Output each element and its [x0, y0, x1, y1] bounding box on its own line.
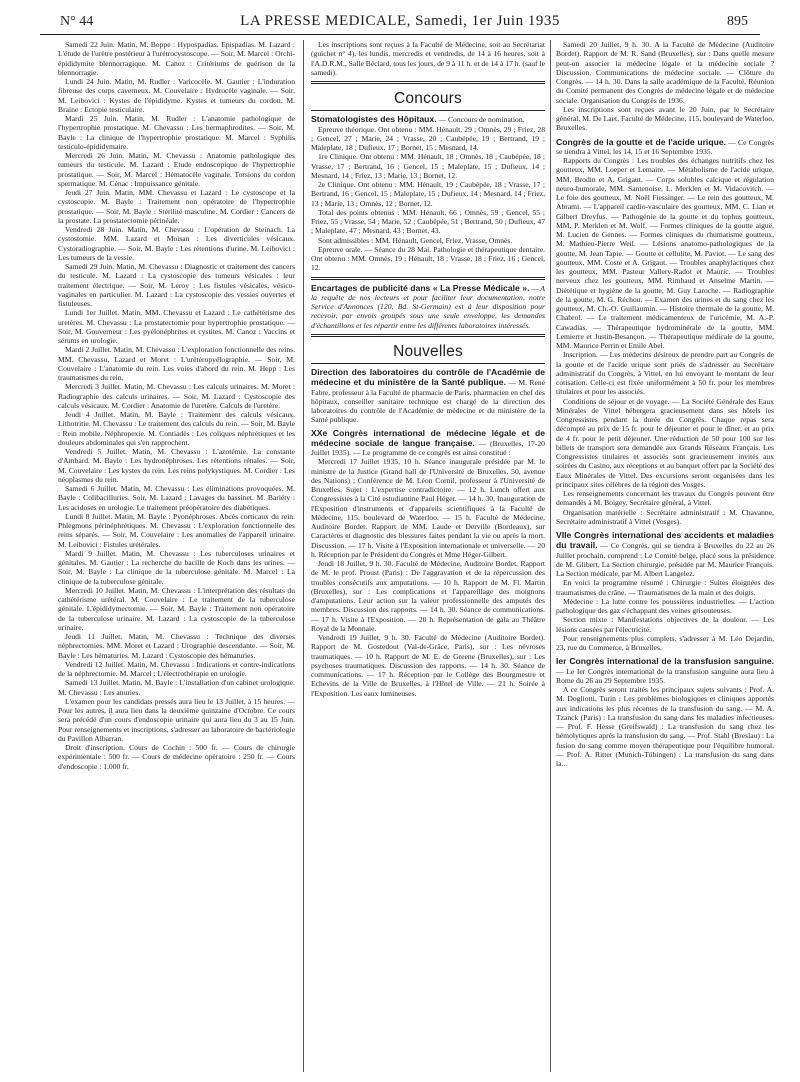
schedule-paragraph: Mardi 9 Juillet. Matin, M. Chevassu : Les tuberculoses urinaires et génitales. M. Gautier : La recherche du bacille de Koch dans les urines. — Soir, M. Bayle : La clinique de la tuberculose génitale. M. Marcel : La clinique de la tuberculose génitale. [58, 548, 295, 586]
goutte-paragraph: Les renseignements concernant les travaux du Congrès peuvent être demandés à M. Boigey, Secrétaire général, à Vittel. [556, 489, 774, 508]
goutte-paragraph: Rapports du Congrès : Les troubles des échanges nutritifs chez les goutteux, MM. Loeper et Lemaire. — Métabolisme de l'acide urique, MM. Brodin et A. Grigaut. — Corps solubles calcique et régulation neuro-humorale, MM. Santenoise, L. Merklen et M. Vidacovitch. — Le foie des goutteux, M. Noël Fiessinger. — Le rein des goutteux, M. Abrami. — L'appareil cardio-vasculaire des goutteux, MM. C. Lian et Gilbert Dreyfus. — Pathogénie de la goutte et du tophus goutteux, MM. P. Merklen et M. Wolf. — Formes cliniques de la goutte aiguë, M. Lucien de Gennes. — Formes cliniques du rhumatisme goutteux, M. Mathieu-Pierre Weil. — Lésions anatomo-pathologiques de la goutte, M. Jean Tapie. — Goutte et cellulite, M. Paviot. — Le sang des goutteux, MM. Coste et A. Grigaut. — Troubles anaphylactiques chez les goutteux, MM. Pasteur Vallery-Radot et Mauric. — Troubles nerveux chez les goutteux, MM. Rimbaud et Anselme Martin. — Diététique et hygiène de la goutte, M. Guy Laroche. — Radiographie de la goutte, M. G. Réchou. — Examen des urines et du sang chez les goutteux, M. Ch.-O. Guillaumin. — Histoire thermale de la goutte, M. Chabrol. — Le traitement médicamenteux de l'uricémie, M. A.-P. Cawadias. — Thérapeutique hydrominérale de la goutte, MM. Lemierre et Justin-Besançon. — Thérapeutique médicale de la goutte, MM. Maurice Perrin et Emile Abel. [556, 156, 774, 350]
column-divider-1 [303, 40, 304, 1072]
accidents-lead: — Ce Congrès, qui se tiendra à Bruxelles du 22 au 26 Juillet prochain, comprend : Le Comité belge, placé sous la présidence de M. Glibert, La Section chirurgie, présidée par M. Maurice François. La Section médicale, par M. Albert Langelez. [556, 541, 774, 578]
congres-paragraph: Mercredi 17 Juillet 1935, 10 h. Séance inaugurale présidée par M. le ministre de la Justice (Grand hall de l'Université de Bruxelles, 50, avenue des Nations) ; Conférence de M. Léon Cornil, professeur à l'Université de Bruxelles. Sujet : L'expertise contradictoire. — 12 h. Lunch offert aux Congressistes à la Cité estudiantine Paul Héger. — 14 h. 30, Inauguration de l'Exposition d'instruments et d'appareils scientifiques à la Faculté de Médecine, 115, boulevard de Waterloo. — 15 h. Faculté de Médecine, Auditoire Bordet. Rapport de MM. Laude et Derville (Bordeaux), sur Caractères et diagnostic des blessures faites pendant la vie ou après la mort. Discussion. — 17 h. Visite à l'Exposition internationale et universelle. — 20 h. Réception par le Président du Congrès et Mme Héger-Gilbert. [311, 457, 545, 559]
ad-body: — A la requête de nos lecteurs et pour faciliter leur documentation, notre Service d'Annonces (120, Bd. St-Germain) est à leur disposition pour recevoir, par envois groupés sous une seule enveloppe, les demandes d'échantillons et les répartir entre les différents laboratoires intéressés. [311, 283, 545, 330]
section-rule [311, 81, 545, 84]
goutte-lead: — Ce Congrès se tiendra à Vittel, les 14, 15 et 16 Septembre 1935. [556, 137, 774, 156]
goutte-paragraph: Inscription. — Les médecins désireux de prendre part au Congrès de la goutte et de l'acide urique sont priés de s'adresser au Secrétaire administratif du Congrès, à Vittel, en lui envoyant le montant de leur cotisation. Celle-ci est fixée uniformément à 50 fr. pour les membres titulaires et pour les associés. [556, 350, 774, 397]
schedule-paragraph: Samedi 22 Juin. Matin, M. Boppe : Hypospadias. Epispadias. M. Lazard : L'étude de l'urètre postérieur à l'urétrocystoscope. — Soir, M. Marcel : Orchi-épididymite blennorragique. M. Canoz : Critériums de guérison de la blennorragie. [58, 40, 295, 77]
congres-paragraph: Les inscriptions sont reçues avant le 20 Juin, par le Secrétaire général, M. De Laet, Faculté de Médecine, 115, boulevard de Waterloo, Bruxelles. [556, 104, 774, 133]
schedule-paragraph: Mercredi 3 Juillet. Matin, M. Chevassu : Les calculs urinaires. M. Moret : Radiographie des calculs urinaires. — Soir, M. Lazard : Cystoscopie des calculs vésicaux. M. Cordier : Anatomie de l'uretère. Calculs de l'uretère. [58, 382, 295, 410]
schedule-paragraph: Lundi 1er Juillet. Matin, MM. Chevassu et Lazard : Le cathétérisme des uretères. M. Chevassu : La prostatectomie pour hypertrophie prostatique. — Soir, M. Gouverneur : Les pyélonéphrites et cystites. M. Canoz : Vaccins et sérums en urologie. [58, 308, 295, 345]
accidents-paragraph: Médecine : La lutte contre les poussières industrielles. — L'action pathologique des gaz s'échappant des veines grisouteuses. [556, 596, 774, 615]
section-rule [311, 277, 545, 280]
page-number: 895 [727, 14, 748, 29]
schedule-paragraph: Jeudi 11 Juillet. Matin, M. Chevassu : Technique des diverses néphrectomies. MM. Moret et Lazard : Urographie descendante. — Soir, M. Bayle : Les hématuries. M. Lazard : Cystoscopie des hématuries. [58, 632, 295, 660]
column-left [58, 40, 295, 1072]
concours-title: Concours [394, 90, 462, 107]
column-middle [311, 40, 545, 1072]
schedule-paragraph: Vendredi 28 Juin. Matin, M. Chevassu : L'opération de Steinach. La cystostomie. MM. Lazard et Moisan : Les diverticules vésicaux. Cystoradiographie. — Soir, M. Bayle : Les rétentions d'urine. M. Leibovici : Les tumeurs de la vessie. [58, 225, 295, 262]
results-paragraph: Sont admissibles : MM. Hénault, Gencel, Friez, Vrasse, Omnès. [318, 235, 513, 245]
schedule-paragraph: Samedi 29 Juin. Matin, M. Chevassu : Diagnostic et traitement des cancers du testicule. M. Lazard : La cystoscopie des tumeurs vésicales : leur traitement électrique. — Soir, M. Leroy : Les fistules vésicales, vésico-vaginales en particulier. M. Lazard : La cystoscopie des vessies ouvertes et fistuleuses. [58, 262, 295, 308]
ad-title: Encartages de publicité dans « La Presse Médicale ». [311, 282, 530, 293]
goutte-heading: Congrès de la goutte et de l'acide urique. [556, 136, 726, 147]
column-divider-2 [550, 40, 551, 1072]
results-paragraph: Epreuve orale. — Séance du 28 Mai. Pathologie et thérapeutique dentaire. Ont obtenu : MM. Omnès, 19 ; Hénault, 18 ; Vrasse, 18 ; Friez, 16 ; Gencel, 12. [311, 244, 545, 273]
transfusion-heading: Ier Congrès international de la transfusion sanguine. [556, 656, 774, 667]
stomato-lead: — Concours de nomination. [436, 115, 525, 125]
exam-paragraph: L'examen pour les candidats pressés aura lieu le 13 Juillet, à 15 heures. — Pour les autres, il aura lieu dans la deuxième quinzaine d'Octobre. Ce cours sera précédé d'un cours d'endoscopie urinaire qui aura lieu du 3 au 15 Juin. Pour renseignements et inscriptions, s'adresser au laboratoire de bactériologie du Pavillon Albarran. [58, 696, 295, 743]
schedule-paragraph: Jeudi 27 Juin. Matin, MM. Chevassu et Lazard : Le cystoscope et la cystoscopie. M. Bayle : Traitement non opératoire de l'hypertrophie prostatique. — Soir, M. Bayle : Stérilité masculine. M. Cordier : Cancers de la prostate. La prostatectomie périnéale. [58, 188, 295, 225]
results-paragraph: 2e Clinique. Ont obtenu : MM. Hénault, 19 ; Caubépée, 18 ; Vrasse, 17 ; Bertrand, 16 ; Gencel, 15 ; Maleplate, 15 ; Dufieux, 14 ; Mesnard, 14 ; Friez, 13 ; Marie, 13 ; Omnès, 12 ; Bornet, 12. [311, 180, 545, 208]
results-paragraph: 1re Clinique. Ont obtenu : MM. Hénault, 18 ; Omnès, 18 ; Caubépée, 18 ; Vrasse, 17 ; Bertrand, 16 ; Gencel, 15 ; Maleplate, 15 ; Dufieux, 14 ; Mesnard, 14 ; Friez, 13 ; Marie, 13 ; Bornet, 12. [311, 152, 545, 180]
schedule-paragraph: Vendredi 12 Juillet. Matin, M. Chevassu : Indications et contre-indications de la néphrectomie. M. Marcel : L'électrothérapie en urologie. [58, 659, 295, 678]
column-right [556, 40, 774, 1072]
inscriptions-paragraph: Les inscriptions sont reçues à la Faculté de Médecine, soit au Secrétariat (guichet n° 4), les lundis, mercredis et vendredis, de 14 à 16 heures, soit à l'A.D.R.M., Salle Béclard, tous les jours, de 9 à 11 h. et de 14 à 17 h. (sauf le samedi). [311, 40, 545, 77]
accidents-paragraph: Pour renseignements plus complets, s'adresser à M. Léo Dejardin, 23, rue du Commerce, à Bruxelles. [556, 633, 774, 652]
section-rule [311, 110, 545, 111]
congres-paragraph: Samedi 20 Juillet, 9 h. 30. A la Faculté de Médecine (Auditoire Bordet). Rapport de M. R. Sand (Bruxelles), sur : Dans quelle mesure peut-on associer la médecine légale et la médecine sociale ? Discussion. Communications de médecine sociale. — Clôture du Congrès. — 14 h. 30. Dans la salle académique de la Faculté, Réunion du Comité permanent des Congrès de médecine légale et de médecine sociale. Organisation du Congrès de 1936. [556, 40, 774, 105]
fees-paragraph: Droit d'inscription. Cours de Cochin : 500 fr. — Cours de chirurgie expérimentale : 500 fr. — Cours de médecine opératoire : 250 fr. — Cours d'endoscopie : 1.000 fr. [58, 743, 295, 771]
schedule-paragraph: Mercredi 10 Juillet. Matin, M. Chevassu : L'interprétation des résultats du cathétérisme urétéral. M. Couvelaire : Le traitement de la tuberculose génitale. L'épididymectomie. — Soir, M. Bayle : Traitement non opératoire de la tuberculose urinaire. M. Lazard : La cystoscopie de la tuberculose urinaire. [58, 585, 295, 632]
schedule-paragraph: Lundi 8 Juillet. Matin, M. Bayle : Pyonéphroses. Abcès corticaux du rein. Phlegmons périnéphrétiques. M. Chevassu : L'exploration fonctionnelle des reins séparés. — Soir, M. Couvelaire : Les anomalies de l'appareil urinaire. M. Leibovici : Fistules urétérales. [58, 511, 295, 549]
accidents-paragraph: En voici la programme résumé : Chirurgie : Suites éloignées des traumatismes du crâne. — Traumatismes de la main et des doigts. [556, 578, 774, 597]
nouvelles-title: Nouvelles [393, 342, 463, 360]
schedule-paragraph: Samedi 6 Juillet. Matin, M. Chevassu : Les éliminations provoquées. M. Bayle : Colibacilluries. Soir, M. Lazard : Lavages du bassinet. M. Bariéty : Les acidoses en urologie. Le traitement préopératoire des diabétiques. [58, 484, 295, 512]
accidents-heading: VIIe Congrès international des accidents et maladies du travail. [556, 530, 774, 551]
congres-paragraph: Jeudi 18 Juillet, 9 h. 30. Faculté de Médecine, Auditoire Bordet. Rapport de M. le prof. Proust (Paris) : De l'aggravation et de la répercussion des troubles consécutifs aux amputations. — 10 h. Rapport de M. Fl. Martin (Bruxelles), sur : Les complications et l'appareillage des moignons d'amputations. Leur action sur la valeur professionnelle des amputés des membres. Discussion des rapports. — 14 h. 30. Séance de communications. — 17 h. Visite à l'Exposition. — 20 h. Représentation de gala au Théâtre Royal de la Monnaie. [311, 559, 545, 633]
direction-heading: Direction des laboratoires du contrôle de l'Académie de médecine et du ministère de la Santé publique. [311, 367, 545, 388]
transfusion-paragraph: A ce Congrès seront traités les principaux sujets suivants : Prof. A. M. Dogliotti, Turin : Les problèmes biologiques et cliniques apportés aux indications les plus récentes de la transfusion du sang. — M. A. Tzanck (Paris) : La transfusion du sang dans les maladies infectieuses. — Prof. F. Hesse (Greifswald) : La transfusion du sang chez les hémolytiques après la transfusion du sang. — Prof. Stahl (Breslau) : La fusion du sang comme moyen thérapeutique pour l'équilibre humoral. — Prof. A. Ritter (Munich-Tübingen) : La transfusion du sang dans la... [556, 685, 774, 768]
issue-number: N° 44 [60, 14, 94, 29]
section-rule [311, 363, 545, 364]
stomato-heading: Stomatologistes des Hôpitaux. [311, 114, 437, 125]
goutte-paragraph: Organisation matérielle : Secrétaire administratif : M. Chavanne, Secrétaire administratif à Vittel (Vosges). [556, 507, 774, 526]
congres-paragraph: Vendredi 19 Juillet, 9 h. 30. Faculté de Médecine (Auditoire Bordet). Rapport de M. Gostedout (Val-de-Grâce, Paris), sur : Les névroses traumatiques. — 10 h. Rapport de M. E. de Greene (Bruxelles), sur : Les psychoses traumatiques. Discussion des rapports. — 14 h. 30. Séance de communications. — 17 h. Réception par le Collège des Bourgmestre et Echevins de la Ville de Bruxelles, à l'Hôtel de Ville. — 21 h. Soirée à l'Exposition. Les eaux lumineuses. [311, 633, 545, 698]
results-paragraph: Total des points obtenus : MM. Hénault, 66 ; Omnès, 59 ; Gencel, 55 ; Friez, 55 ; Vrasse, 54 ; Marie, 52 ; Caubépée, 51 ; Bertrand, 50 ; Dufieux, 47 ; Maleplate, 47 ; Mesnard, 43 ; Bornet, 43. [311, 207, 545, 236]
advertising-notice [311, 284, 545, 330]
journal-title: LA PRESSE MEDICALE, Samedi, 1er Juin 1935 [240, 13, 560, 29]
schedule-paragraph: Mardi 2 Juillet. Matin, M. Chevassu : L'exploration fonctionnelle des reins. MM. Chevassu, Lazard et Moret : L'urétéropyélographie. — Soir, M. Couvelaire : L'anatomie du rein. Les voies d'abord du rein. M. Hepp : Les traumatismes du rein. [58, 345, 295, 382]
schedule-paragraph: Lundi 24 Juin. Matin, M. Rudler : Varicocèle. M. Gautier : L'induration fibreuse des corps caverneux. M. Couvelaire : Hydrocèle vaginale. — Soir, M. Leibovici : Kystes de l'épididyme. Kystes et tumeurs du cordon. M. Braine : Ectopie testiculaire. [58, 77, 295, 114]
transfusion-lead: — Le Ier Congrès international de la transfusion sanguine aura lieu à Rome du 26 au 29 Septembre 1935. [556, 666, 774, 685]
goutte-paragraph: Conditions de séjour et de voyage. — La Société Générale des Eaux Minérales de Vittel hébergera gracieusement dans ses hôtels les Congressistes pendant la durée du Congrès. Chaque repas sera décompté au prix de 15 fr. pour le déjeuner et pour le dîner, et au prix de 4 fr. pour le petit déjeuner. Une réduction de 50 pour 100 sur les billets de transport sera demandée aux Grands Réseaux Français. Les Congressistes titulaires et associés sont gracieusement invités aux soirées du Casino, aux réceptions et au banquet offert par la Société des Eaux Minérales de Vittel. Des excursions seront organisées dans les principaux sites célèbres de la région des Vosges. [556, 396, 774, 489]
schedule-paragraph: Mercredi 26 Juin. Matin, M. Chevassu : Anatomie pathologique des tumeurs du testicule. M. Lazard : Etude endoscopique de l'hypertrophie prostatique. — Soir, M. Marcel : Hématocèle vaginale. Torsions du cordon spermatique. M. Cénac : Impuissance génitale. [58, 151, 295, 188]
congres-lead: — (Bruxelles, 17-20 Juillet 1935). — Le programme de ce congrès est ainsi constitué : [311, 438, 545, 458]
accidents-paragraph: Section mixte : Manifestations objectives de la douleur. — Les lésions causées par l'électricité. [556, 615, 774, 634]
direction-body: — M. René Fabre, professeur à la Faculté de pharmacie de Paris, pharmacien en chef des hôpitaux, conseiller sanitaire technique est chargé de la direction des laboratoires du contrôle de l'Académie de médecine et du ministère de la Santé publique. [311, 378, 545, 425]
schedule-paragraph: Samedi 13 Juillet. Matin, M. Bayle : L'installation d'un cabinet urologique. M. Chevassu : Les anuries. [58, 678, 295, 697]
congres-heading: XXe Congrès international de médecine légale et de médecine sociale de langue française. [311, 427, 545, 448]
schedule-paragraph: Jeudi 4 Juillet. Matin, M. Bayle : Traitement des calculs vésicaux. Lithotritie. M. Chevassu : Le traitement des calculs du rein. — Soir, M. Bayle : Rein mobile. Néphropexie. M. Contiadès : Les coliques néphrétiques et les douleurs abdominales qui s'en rapprochent. [58, 410, 295, 447]
section-rule [311, 334, 545, 337]
schedule-paragraph: Mardi 25 Juin. Matin, M. Rudler : L'anatomie pathologique de l'hypertrophie prostatique. M. Chevassu : Les hermaphrodites. — Soir, M. Bayle : La clinique de l'hypertrophie prostatique. M. Marcel : Syphilis testiculo-épididymaire. [58, 114, 295, 151]
page-header [40, 12, 760, 35]
schedule-paragraph: Vendredi 5 Juillet. Matin, M. Chevassu : L'azotémie. La constante d'Ambard. M. Bayle : Les hydronéphroses. Les rétentions rénales. — Soir, M. Couvelaire : Les kystes du rein. Les reins polykystiques. M. Cordier : Les néoplasmes du rein. [58, 447, 295, 484]
results-paragraph: Epreuve théorique. Ont obtenu : MM. Hénault, 29 ; Omnès, 29 ; Friez, 28 ; Gencel, 27 ; Marie, 24 ; Vrasse, 20 ; Caubépée, 19 ; Bertrand, 19 ; Maleplate, 18 ; Dufieux, 17 ; Bornet, 15 ; Mesnard, 14. [311, 124, 545, 152]
